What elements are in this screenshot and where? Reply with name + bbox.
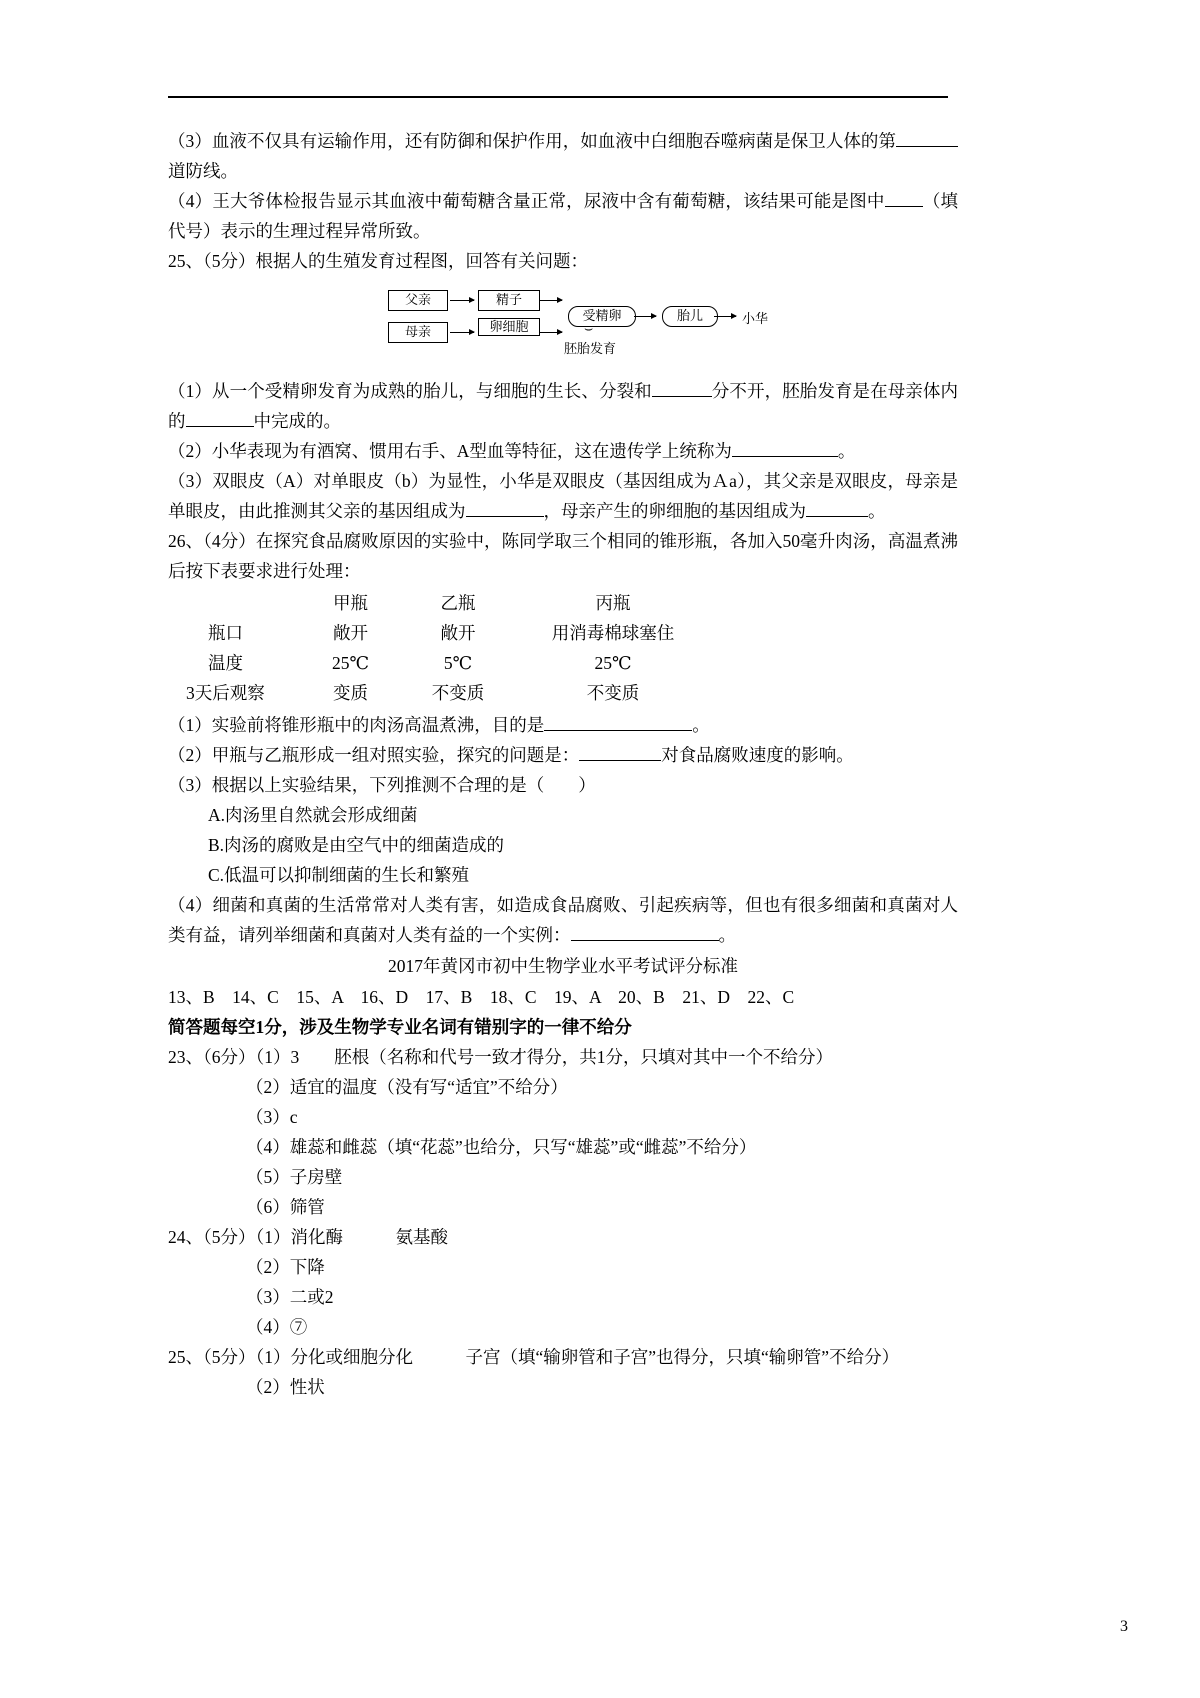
arrow-sperm-zygote xyxy=(540,300,562,301)
table-row xyxy=(168,678,958,708)
diagram-node-child: 小华 xyxy=(742,311,769,326)
question-25-1-tail: 中完成的。 xyxy=(253,411,341,431)
question-25-1-text: （1）从一个受精卵发育为成熟的胎儿，与细胞的生长、分裂和 xyxy=(168,381,652,401)
question-26-4 xyxy=(168,890,958,950)
question-25-3 xyxy=(168,466,958,526)
table-cell: 不变质 xyxy=(586,683,640,703)
table-cell: 25℃ xyxy=(331,653,370,673)
question-26-4-tail: 。 xyxy=(718,925,736,945)
answer-25-head: 25、（5分）（1）分化或细胞分化 子宫（填“输卵管和子宫”也得分，只填“输卵管”不给分） xyxy=(168,1347,900,1367)
arrow-father-sperm xyxy=(450,300,474,301)
table-cell: 25℃ xyxy=(594,653,632,673)
answer-23-item: （3）c xyxy=(246,1107,298,1127)
table-cell: 用消毒棉球塞住 xyxy=(551,623,675,643)
experiment-table xyxy=(168,588,958,708)
table-row-label: 瓶口 xyxy=(208,623,243,643)
question-26-2-tail: 对食品腐败速度的影响。 xyxy=(661,745,854,765)
question-24-4-text: （4）王大爷体检报告显示其血液中葡萄糖含量正常，尿液中含有葡萄糖，该结果可能是图中 xyxy=(168,191,885,211)
question-24-3-text: （3）血液不仅具有运输作用，还有防御和保护作用，如血液中白细胞吞噬病菌是保卫人体的第 xyxy=(168,131,896,151)
answer-blank[interactable] xyxy=(544,713,692,731)
page-number: 3 xyxy=(1120,1618,1128,1635)
question-26-3 xyxy=(168,770,958,800)
answer-key-title: 2017年黄冈市初中生物学业水平考试评分标准 xyxy=(388,956,738,976)
answer-24-head: 24、（5分）（1）消化酶 氨基酸 xyxy=(168,1227,448,1247)
question-26-option-a: A.肉汤里自然就会形成细菌 xyxy=(208,805,418,825)
arrow-zygote-fetus xyxy=(634,316,656,317)
table-row-label: 温度 xyxy=(208,653,243,673)
answer-blank[interactable] xyxy=(732,439,838,457)
answer-blank[interactable] xyxy=(571,923,719,941)
question-24-3 xyxy=(168,126,958,186)
question-25-3-text: （3）双眼皮（A）对单眼皮（b）为显性，小华是双眼皮（基因组成为Ａa），其父亲是双眼皮，母亲是单眼皮，由此推测其父亲的基因组成为 xyxy=(168,471,958,521)
table-row-label: 3天后观察 xyxy=(186,683,265,703)
table-header-cell: 甲瓶 xyxy=(333,593,368,613)
question-26-option-c: C.低温可以抑制细菌的生长和繁殖 xyxy=(208,865,470,885)
arrow-mother-egg xyxy=(450,332,474,333)
question-25-2-text: （2）小华表现为有酒窝、惯用右手、A型血等特征，这在遗传学上统称为 xyxy=(168,441,732,461)
question-24-3-tail: 道防线。 xyxy=(168,161,238,181)
diagram-node-fetus: 胎儿 xyxy=(662,306,718,327)
table-header-blank xyxy=(168,588,298,618)
answer-blank[interactable] xyxy=(579,743,661,761)
question-25-1 xyxy=(168,376,958,436)
answer-23-item: （4）雄蕊和雌蕊（填“花蕊”也给分，只写“雄蕊”或“雌蕊”不给分） xyxy=(246,1137,757,1157)
answer-note: 简答题每空1分，涉及生物学专业名词有错别字的一律不给分 xyxy=(168,1017,632,1037)
question-24-4 xyxy=(168,186,958,246)
question-25-2 xyxy=(168,436,958,466)
answer-24-item: （2）下降 xyxy=(246,1257,325,1277)
answer-23-item: （6）筛管 xyxy=(246,1197,325,1217)
answer-blank[interactable] xyxy=(652,379,712,397)
question-26-1-tail: 。 xyxy=(692,715,710,735)
table-header-row xyxy=(168,588,958,618)
diagram-brace: ⌣ xyxy=(584,322,594,337)
answer-blank[interactable] xyxy=(466,499,544,517)
answer-23-item: （2）适宜的温度（没有写“适宜”不给分） xyxy=(246,1077,568,1097)
question-26-3-text: （3）根据以上实验结果，下列推测不合理的是（ xyxy=(168,775,545,795)
answer-24-item: （4）⑦ xyxy=(246,1317,308,1337)
table-cell: 变质 xyxy=(333,683,368,703)
arrow-fetus-child xyxy=(714,316,736,317)
question-26-option-b: B.肉汤的腐败是由空气中的细菌造成的 xyxy=(208,835,505,855)
table-row xyxy=(168,648,958,678)
answer-blank[interactable] xyxy=(186,409,254,427)
question-26-1-text: （1）实验前将锥形瓶中的肉汤高温煮沸，目的是 xyxy=(168,715,545,735)
page-content xyxy=(168,126,958,1402)
table-header-cell: 丙瓶 xyxy=(595,593,631,613)
question-25-3-tail: 。 xyxy=(868,501,886,521)
diagram-node-sperm: 精子 xyxy=(478,290,540,311)
question-26-stem: 26、（4分）在探究食品腐败原因的实验中，陈同学取三个相同的锥形瓶，各加入50毫升肉汤，高温煮沸后按下表要求进行处理： xyxy=(168,531,958,581)
table-cell: 5℃ xyxy=(443,653,473,673)
answer-blank[interactable] xyxy=(806,499,868,517)
answer-choice-line: 13、B 14、C 15、A 16、D 17、B 18、C 19、A 20、B 21、D 22、C xyxy=(168,987,795,1007)
table-cell: 敞开 xyxy=(333,623,368,643)
reproduction-diagram xyxy=(168,286,958,370)
diagram-node-zygote: 受精卵 xyxy=(568,306,636,327)
header-rule xyxy=(168,96,948,98)
question-24-4-tail: （填代号）表示的生理过程异常所致。 xyxy=(168,191,959,241)
table-cell: 不变质 xyxy=(431,683,485,703)
table-header-cell: 乙瓶 xyxy=(440,593,476,613)
diagram-node-father: 父亲 xyxy=(388,290,448,311)
table-row xyxy=(168,618,958,648)
question-26-2 xyxy=(168,740,958,770)
question-25-1-mid: 分不开，胚胎发育是在母亲体内的 xyxy=(168,381,958,431)
answer-23-head: 23、（6分）（1）3 胚根（名称和代号一致才得分，共1分，只填对其中一个不给分） xyxy=(168,1047,833,1067)
answer-blank[interactable] xyxy=(896,129,958,147)
question-26-2-text: （2）甲瓶与乙瓶形成一组对照实验，探究的问题是： xyxy=(168,745,580,765)
diagram-caption: 胚胎发育 xyxy=(564,341,617,356)
arrow-egg-zygote xyxy=(540,332,562,333)
question-25-stem: 25、（5分）根据人的生殖发育过程图，回答有关问题： xyxy=(168,251,588,271)
answer-25-item: （2）性状 xyxy=(246,1377,325,1397)
answer-23-item: （5）子房壁 xyxy=(246,1167,343,1187)
diagram-node-mother: 母亲 xyxy=(388,322,448,343)
question-25-3-mid: ，母亲产生的卵细胞的基因组成为 xyxy=(543,501,806,521)
question-26-3-tail: ） xyxy=(578,775,596,795)
question-25-2-tail: 。 xyxy=(837,441,856,461)
question-26-1 xyxy=(168,710,958,740)
answer-blank[interactable] xyxy=(885,189,923,207)
question-26-4-text: （4）细菌和真菌的生活常常对人类有害，如造成食品腐败、引起疾病等，但也有很多细菌和真菌对人类有益，请列举细菌和真菌对人类有益的一个实例： xyxy=(168,895,958,945)
answer-24-item: （3）二或2 xyxy=(246,1287,334,1307)
table-cell: 敞开 xyxy=(440,623,476,643)
diagram-node-egg: 卵细胞 xyxy=(478,318,540,336)
